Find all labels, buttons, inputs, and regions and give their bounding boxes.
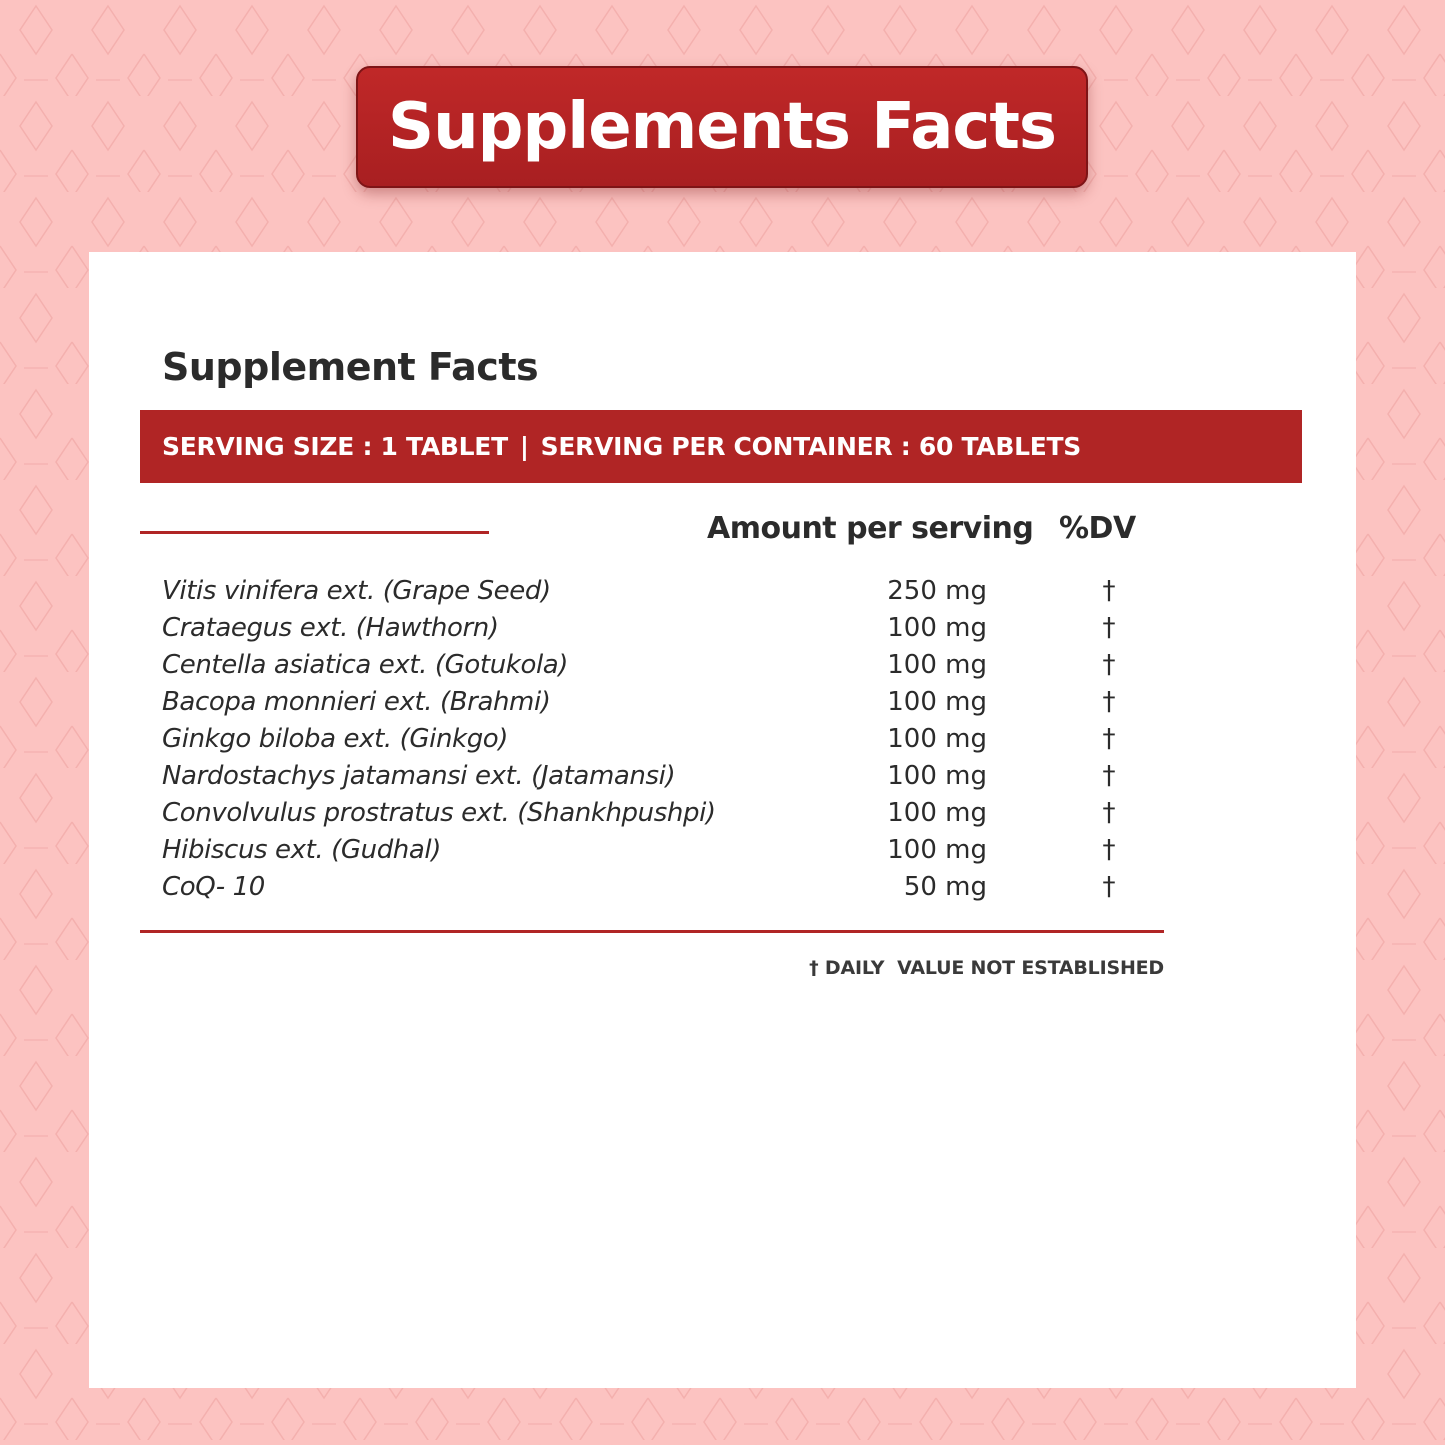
- ingredient-amount: 100 mg: [887, 650, 987, 680]
- ingredient-dv: †: [1102, 613, 1116, 643]
- serving-separator: |: [519, 432, 529, 461]
- serving-info-bar: [140, 410, 1302, 483]
- ingredient-amount: 50 mg: [903, 872, 987, 902]
- ingredient-row: [89, 795, 1356, 832]
- footer-divider: [140, 930, 1164, 933]
- ingredient-name: Ginkgo biloba ext. (Ginkgo): [162, 724, 509, 754]
- ingredient-dv: †: [1102, 798, 1116, 828]
- ingredient-name: Vitis vinifera ext. (Grape Seed): [162, 576, 551, 606]
- ingredient-name: Bacopa monnieri ext. (Brahmi): [162, 687, 551, 717]
- serving-size: SERVING SIZE : 1 TABLET: [162, 432, 508, 461]
- ingredient-name: Centella asiatica ext. (Gotukola): [162, 650, 569, 680]
- panel-title: Supplement Facts: [162, 345, 539, 389]
- ingredient-amount: 100 mg: [887, 687, 987, 717]
- ingredient-dv: †: [1102, 650, 1116, 680]
- ingredient-amount: 100 mg: [887, 613, 987, 643]
- ingredient-dv: †: [1102, 872, 1116, 902]
- ingredient-row: [89, 684, 1356, 721]
- ingredient-row: [89, 647, 1356, 684]
- header-divider: [140, 531, 489, 534]
- ingredient-dv: †: [1102, 835, 1116, 865]
- ingredient-row: [89, 610, 1356, 647]
- servings-per-container: SERVING PER CONTAINER : 60 TABLETS: [540, 432, 1081, 461]
- ingredient-name: Nardostachys jatamansi ext. (Jatamansi): [162, 761, 676, 791]
- ingredient-dv: †: [1102, 576, 1116, 606]
- daily-value-footnote: † DAILY VALUE NOT ESTABLISHED: [809, 957, 1164, 979]
- ingredient-amount: 100 mg: [887, 835, 987, 865]
- amount-column-header: Amount per serving: [707, 511, 1034, 546]
- ingredient-row: [89, 869, 1356, 906]
- ingredient-row: [89, 832, 1356, 869]
- ingredient-row: [89, 721, 1356, 758]
- ingredient-name: Convolvulus prostratus ext. (Shankhpushpi): [162, 798, 716, 828]
- ingredient-amount: 250 mg: [887, 576, 987, 606]
- dv-column-header: %DV: [1059, 511, 1136, 546]
- ingredient-name: Crataegus ext. (Hawthorn): [162, 613, 499, 643]
- ingredient-name: Hibiscus ext. (Gudhal): [162, 835, 441, 865]
- supplement-facts-panel: [89, 252, 1356, 1388]
- header-banner: [356, 66, 1088, 188]
- ingredient-name: CoQ- 10: [162, 872, 265, 902]
- ingredient-dv: †: [1102, 761, 1116, 791]
- banner-title: Supplements Facts: [387, 90, 1057, 164]
- ingredient-amount: 100 mg: [887, 724, 987, 754]
- ingredient-row: [89, 573, 1356, 610]
- ingredient-dv: †: [1102, 724, 1116, 754]
- ingredient-amount: 100 mg: [887, 761, 987, 791]
- ingredient-row: [89, 758, 1356, 795]
- ingredient-amount: 100 mg: [887, 798, 987, 828]
- ingredient-list: [89, 573, 1356, 906]
- ingredient-dv: †: [1102, 687, 1116, 717]
